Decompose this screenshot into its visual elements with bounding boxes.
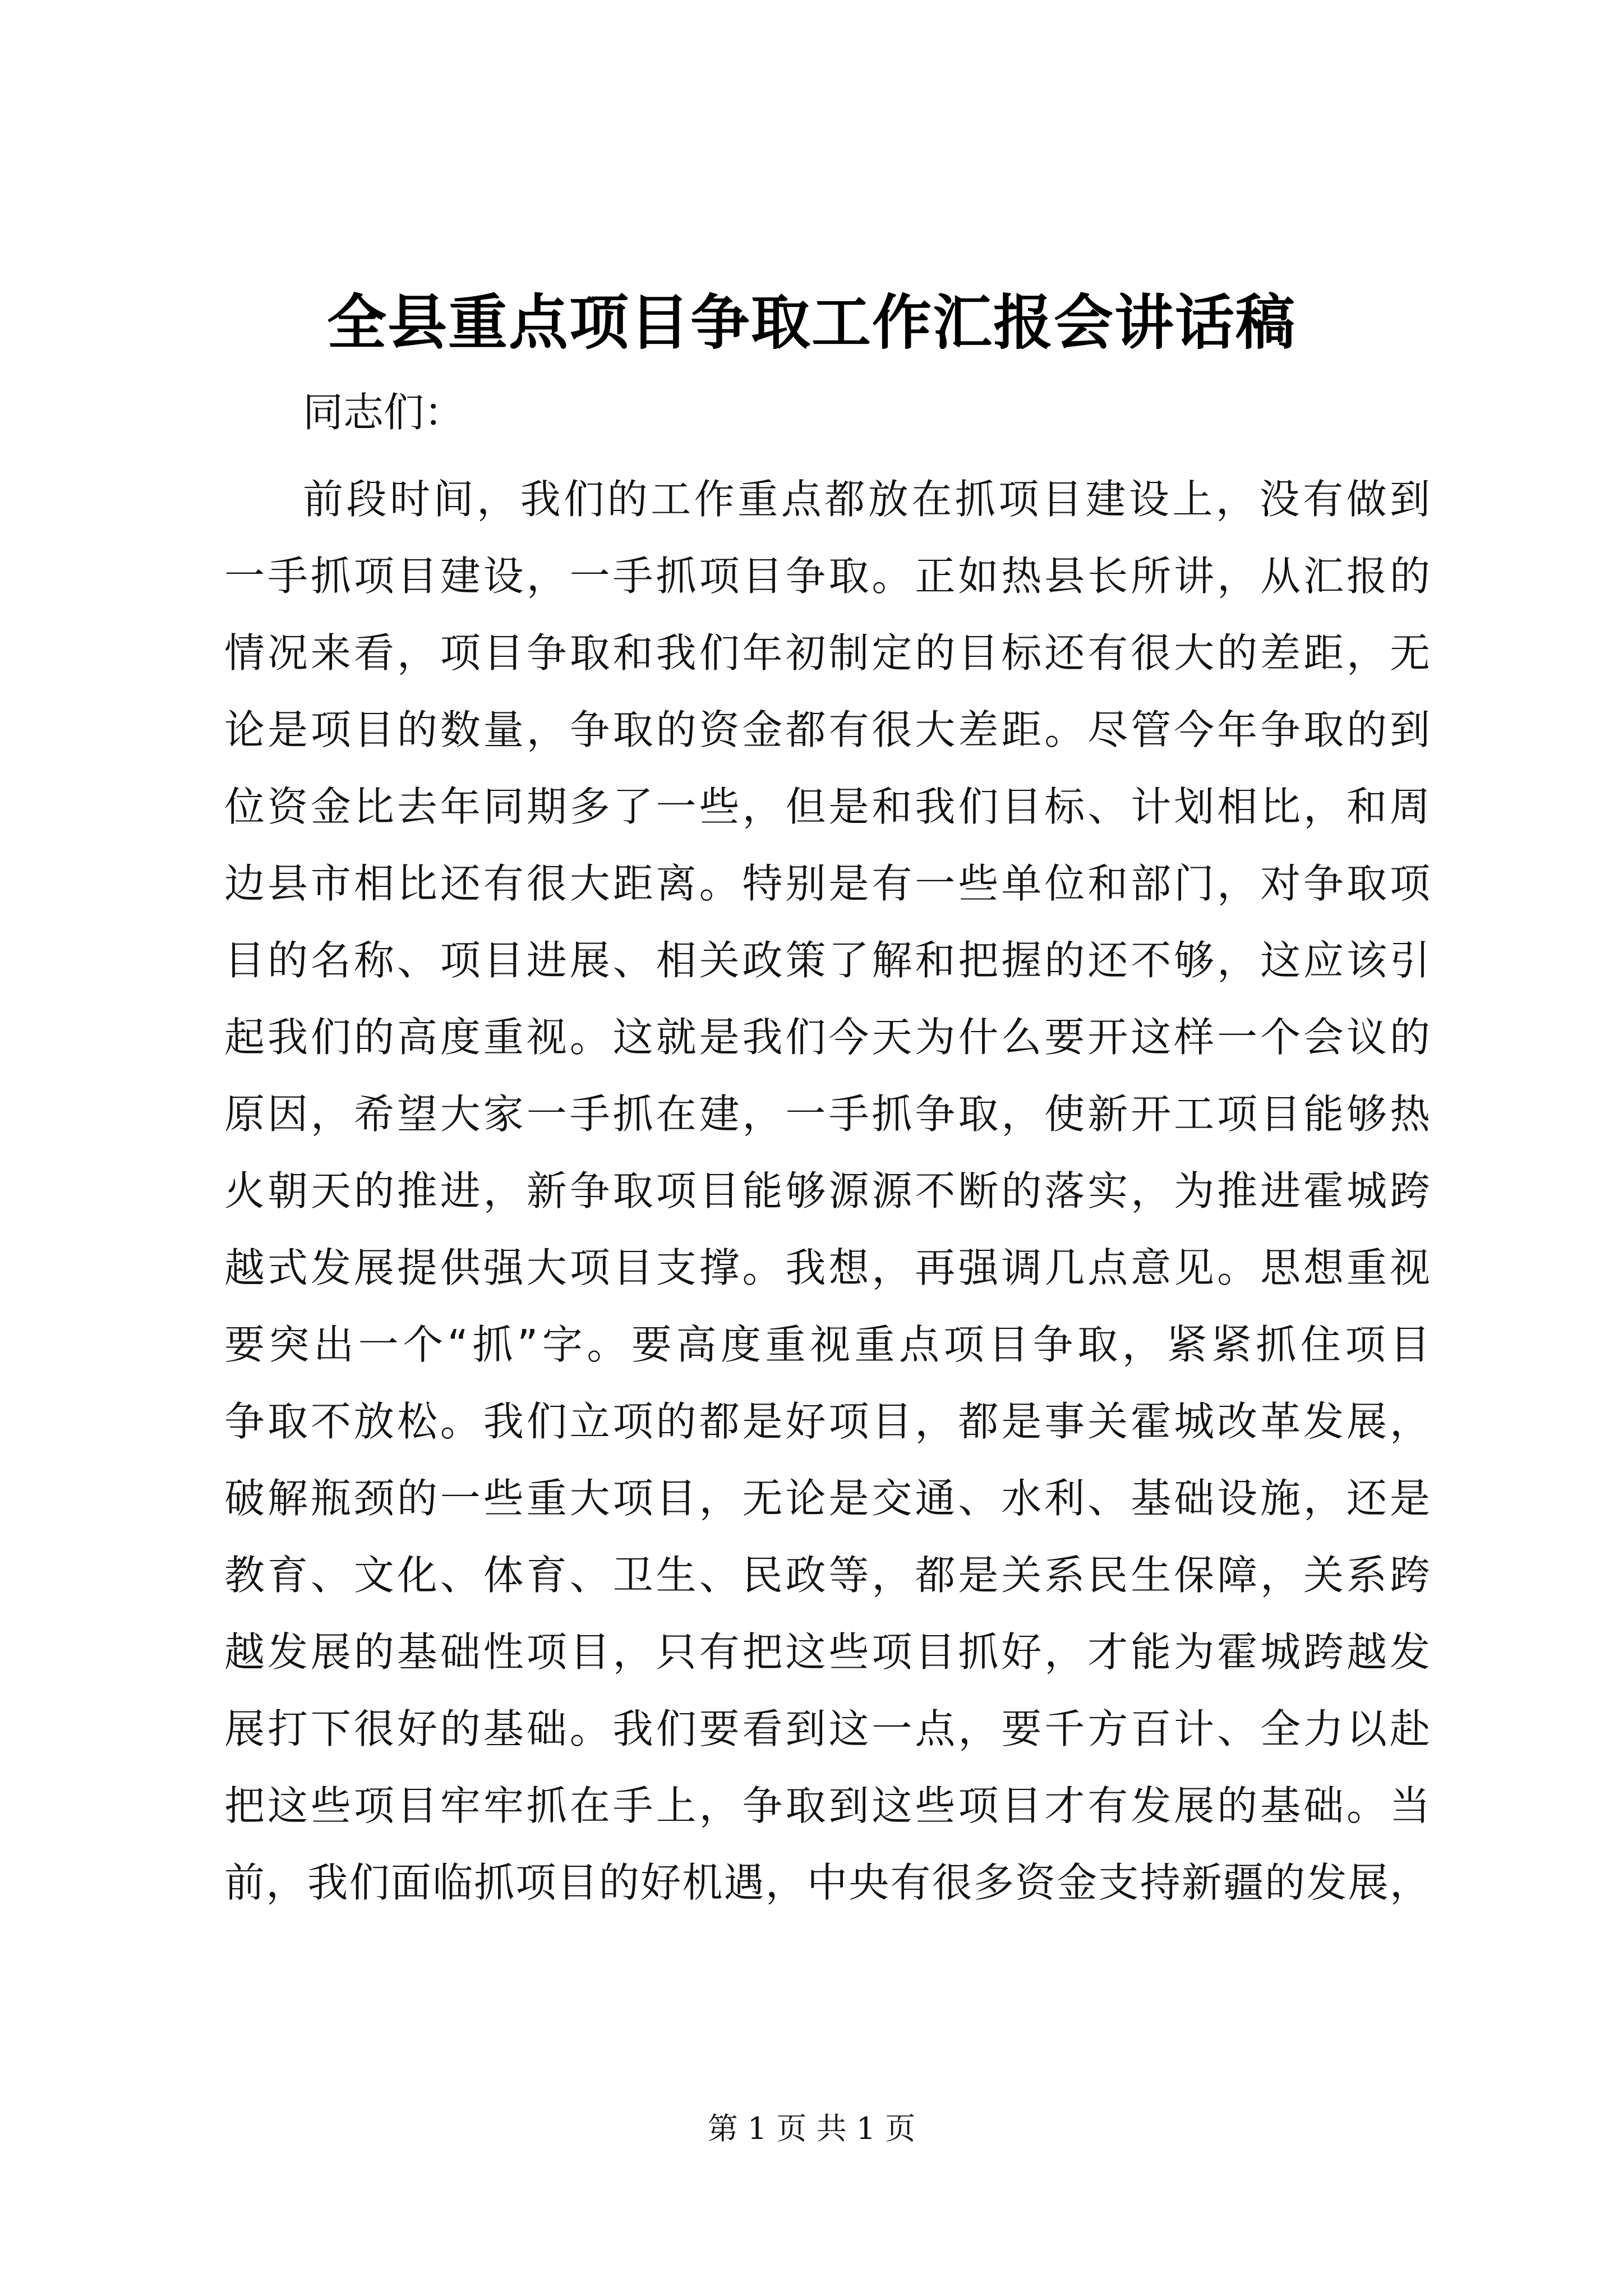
salutation: 同志们： bbox=[303, 389, 465, 436]
body-line: 要突出一个“抓”字。要高度重视重点项目争取，紧紧抓住项目 bbox=[224, 1321, 1430, 1368]
body-line: 争取不放松。我们立项的都是好项目，都是事关霍城改革发展， bbox=[224, 1398, 1430, 1445]
body-line: 火朝天的推进，新争取项目能够源源不断的落实，为推进霍城跨 bbox=[224, 1167, 1430, 1214]
page-footer: 第 1 页 共 1 页 bbox=[707, 2111, 916, 2146]
body-line: 位资金比去年同期多了一些，但是和我们目标、计划相比，和周 bbox=[224, 783, 1430, 830]
body-line: 展打下很好的基础。我们要看到这一点，要千方百计、全力以赴 bbox=[224, 1705, 1430, 1752]
document-title: 全县重点项目争取工作汇报会讲话稿 bbox=[327, 287, 1296, 357]
body-line: 边县市相比还有很大距离。特别是有一些单位和部门，对争取项 bbox=[224, 860, 1430, 907]
body-line: 论是项目的数量，争取的资金都有很大差距。尽管今年争取的到 bbox=[224, 706, 1430, 753]
body-line: 破解瓶颈的一些重大项目，无论是交通、水利、基础设施，还是 bbox=[224, 1475, 1430, 1522]
body-line: 越发展的基础性项目，只有把这些项目抓好，才能为霍城跨越发 bbox=[224, 1628, 1430, 1676]
body-line: 起我们的高度重视。这就是我们今天为什么要开这样一个会议的 bbox=[224, 1014, 1430, 1061]
body-line: 情况来看，项目争取和我们年初制定的目标还有很大的差距，无 bbox=[224, 629, 1430, 677]
body-line: 原因，希望大家一手抓在建，一手抓争取，使新开工项目能够热 bbox=[224, 1091, 1430, 1138]
body-line: 前段时间，我们的工作重点都放在抓项目建设上，没有做到 bbox=[303, 476, 1430, 523]
body-line: 越式发展提供强大项目支撑。我想，再强调几点意见。思想重视 bbox=[224, 1244, 1430, 1291]
body-line: 前，我们面临抓项目的好机遇，中央有很多资金支持新疆的发展， bbox=[224, 1859, 1430, 1906]
body-line: 教育、文化、体育、卫生、民政等，都是关系民生保障，关系跨 bbox=[224, 1552, 1430, 1599]
body-line: 把这些项目牢牢抓在手上，争取到这些项目才有发展的基础。当 bbox=[224, 1782, 1430, 1829]
body-line: 一手抓项目建设，一手抓项目争取。正如热县长所讲，从汇报的 bbox=[224, 553, 1430, 600]
body-line: 目的名称、项目进展、相关政策了解和把握的还不够，这应该引 bbox=[224, 937, 1430, 984]
